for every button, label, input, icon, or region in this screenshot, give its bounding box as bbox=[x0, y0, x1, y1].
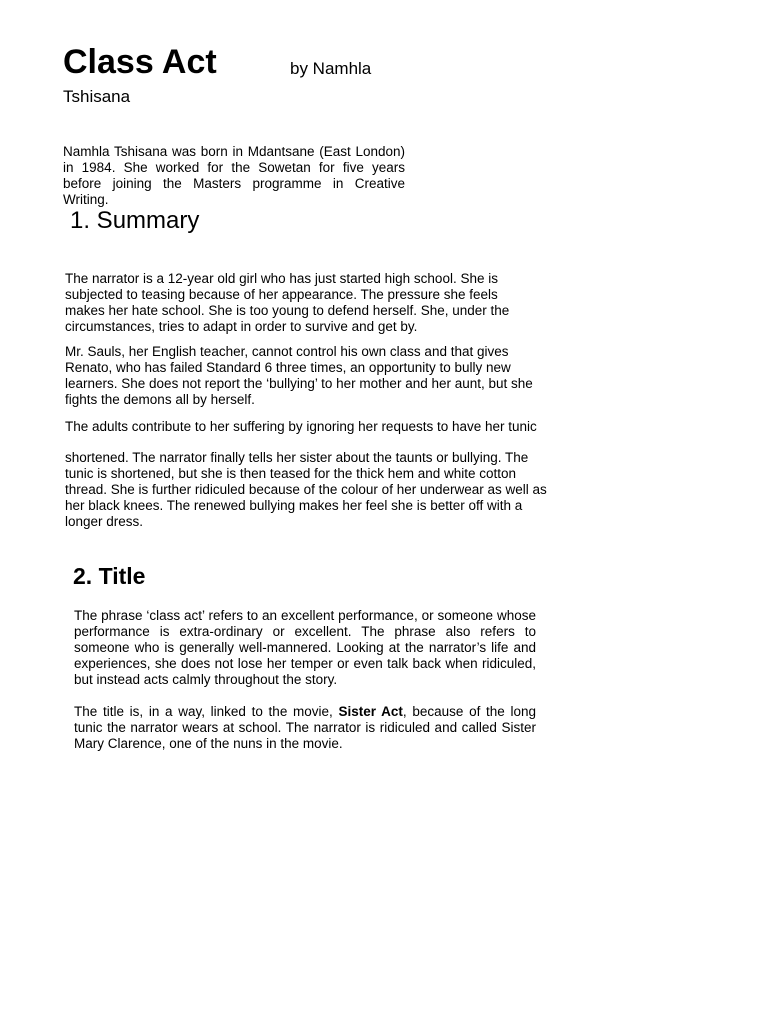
summary-paragraph-3: The adults contribute to her suffering by ignoring her requests to have her tunic bbox=[65, 419, 537, 434]
title-heading: 2. Title bbox=[73, 563, 146, 589]
document-title: Class Act bbox=[63, 43, 217, 81]
author-bio: Namhla Tshisana was born in Mdantsane (East London) in 1984. She worked for the Sowetan for five years before joining the Masters programme in Creative Writing. bbox=[63, 144, 405, 207]
summary-paragraph-1: The narrator is a 12-year old girl who has just started high school. She is subjected to teasing because of her appearance. The pressure she feels makes her hate school. She is too young to defend herself. She, under the circumstances, tries to adapt in order to survive and get by. bbox=[65, 271, 510, 334]
summary-paragraph-4: shortened. The narrator finally tells her sister about the taunts or bullying. The tunic is shortened, but she is then teased for the thick hem and white cotton thread. She is further ridiculed because of the colour of her underwear as well as her black knees. The renewed bullying makes her feel she is better off with a longer dress. bbox=[65, 450, 547, 529]
byline: by Namhla bbox=[290, 59, 372, 78]
title-paragraph-2 bbox=[74, 704, 536, 752]
title-paragraph-2-text-before: The title is, in a way, linked to the movie, bbox=[74, 704, 339, 719]
title-paragraph-2-text-after: , because of the long tunic the narrator wears at school. The narrator is ridiculed and called Sister Mary Clarence, one of the nuns in the movie. bbox=[74, 704, 537, 751]
summary-paragraph-2: Mr. Sauls, her English teacher, cannot control his own class and that gives Renato, who has failed Standard 6 three times, an opportunity to bully new learners. She does not report the ‘bullying’ to her mother and her aunt, but she fights the demons all by herself. bbox=[65, 344, 533, 407]
movie-title-sister-act: Sister Act bbox=[338, 704, 403, 719]
author-name-continued: Tshisana bbox=[63, 87, 131, 106]
summary-heading: 1. Summary bbox=[70, 207, 200, 234]
title-paragraph-1: The phrase ‘class act’ refers to an excellent performance, or someone whose performance is extra-ordinary or excellent. The phrase also refers to someone who is generally well-mannered. Looking at the narrator’s life and experiences, she does not lose her temper or even talk back when ridiculed, but instead acts calmly throughout the story. bbox=[74, 608, 536, 687]
